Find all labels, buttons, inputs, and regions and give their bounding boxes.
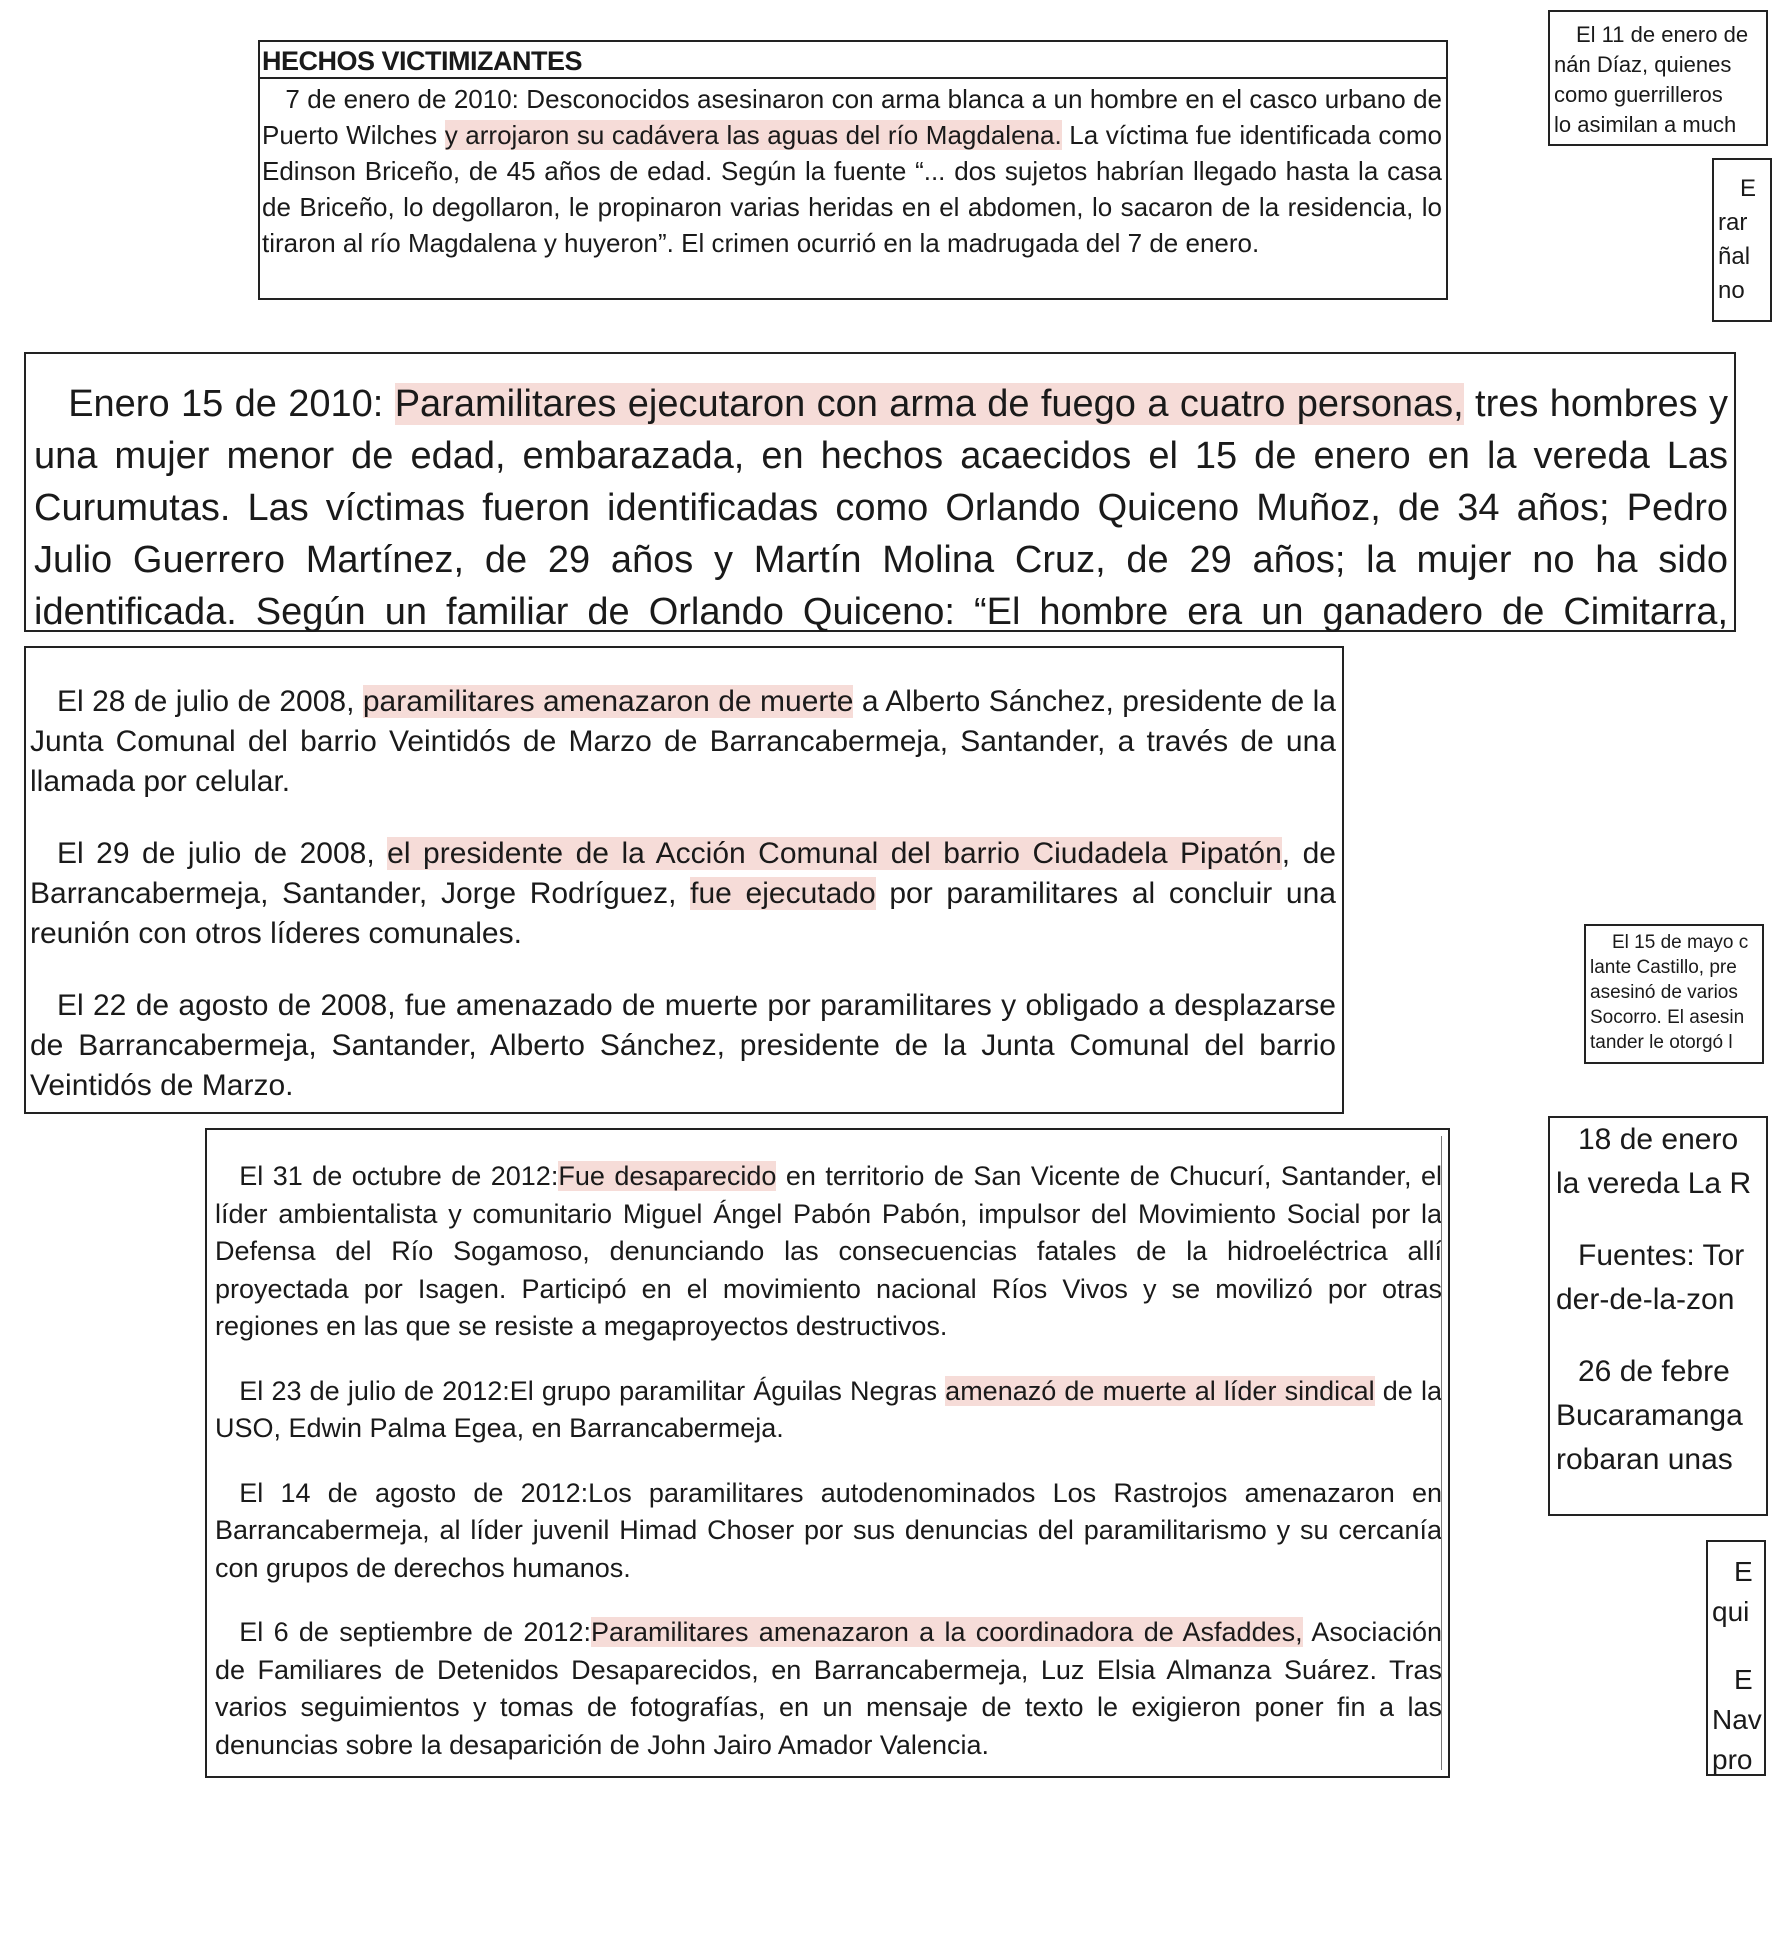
paragraph: 7 de enero de 2010: Desconocidos asesinaron con arma blanca a un hombre en el casco urbano de Puerto Wilches y arrojaron su cadávera las aguas del río Magdalena. La víctima fue identificada como Edinson Briceño, de 45 años de edad. Según la fuente “... dos sujetos habrían llegado hasta la casa de Briceño, lo degollaron, le propinaron varias heridas en el abdomen, lo sacaron de la residencia, lo tiraron al río Magdalena y huyeron”. El crimen ocurrió en la madrugada del 7 de enero.	[262, 84, 1442, 258]
section-title: HECHOS VICTIMIZANTES	[260, 42, 1446, 79]
hechos-text	[260, 79, 1446, 261]
highlight: amenazó de muerte al líder sindical	[945, 1375, 1375, 1406]
paragraph: El 29 de julio de 2008, el presidente de la Acción Comunal del barrio Ciudadela Pipatón, de Barrancabermeja, Santander, Jorge Rodríguez, fue ejecutado por paramilitares al concluir una reunión con otros líderes comunales.	[30, 837, 1336, 950]
side-clip-1: El 11 de enero de nán Díaz, quienes como guerrilleros lo asimilan a much	[1548, 10, 1768, 146]
side-clip-2: E rar ñal no	[1712, 158, 1772, 322]
highlight: Paramilitares ejecutaron con arma de fuego a cuatro personas,	[394, 383, 1464, 425]
paragraph: El 6 de septiembre de 2012:Paramilitares amenazaron a la coordinadora de Asfaddes, Asociación de Familiares de Detenidos Desaparecidos, en Barrancabermeja, Luz Elsia Almanza Suárez. Tras varios seguimientos y tomas de fotografías, en un mensaje de texto le exigieron poner fin a las denuncias sobre la desaparición de John Jairo Amador Valencia.	[215, 1617, 1442, 1760]
highlight: paramilitares amenazaron de muerte	[362, 685, 854, 718]
paragraph: El 14 de agosto de 2012:Los paramilitares autodenominados Los Rastrojos amenazaron en Barrancabermeja, al líder juvenil Himad Choser por sus denuncias del paramilitarismo y su cercanía con grupos de derechos humanos.	[215, 1477, 1442, 1583]
paragraph: Enero 15 de 2010: Paramilitares ejecutaron con arma de fuego a cuatro personas, tres hombres y una mujer menor de edad, embarazada, en hechos acaecidos el 15 de enero en la vereda Las Curumutas. Las víctimas fueron identificadas como Orlando Quiceno Muñoz, de 34 años; Pedro Julio Guerrero Martínez, de 29 años y Martín Molina Cruz, de 29 años; la mujer no ha sido identificada. Según un familiar de Orlando Quiceno: “El hombre era un ganadero de Cimitarra,	[34, 383, 1728, 633]
octubre-2012-box	[205, 1128, 1450, 1778]
highlight: Paramilitares amenazaron a la coordinadora de Asfaddes,	[590, 1617, 1303, 1647]
paragraph: El 22 de agosto de 2008, fue amenazado de muerte por paramilitares y obligado a desplazarse de Barrancabermeja, Santander, Alberto Sánchez, presidente de la Junta Comunal del barrio Veintidós de Marzo.	[30, 989, 1336, 1102]
highlight: fue ejecutado	[690, 877, 876, 910]
julio-2008-box	[24, 646, 1344, 1114]
side-clip-5: E qui E Nav pro	[1706, 1540, 1766, 1776]
highlight: el presidente de la Acción Comunal del barrio Ciudadela Pipatón	[387, 837, 1282, 870]
paragraph: El 28 de julio de 2008, paramilitares amenazaron de muerte a Alberto Sánchez, presidente de la Junta Comunal del barrio Veintidós de Marzo de Barrancabermeja, Santander, a través de una llamada por celular.	[30, 685, 1336, 798]
highlight: y arrojaron su cadávera las aguas del río Magdalena.	[444, 120, 1062, 150]
divider	[1441, 1136, 1442, 1770]
enero-15-box	[24, 352, 1736, 632]
side-clip-4: 18 de enero la vereda La R Fuentes: Tor der-de-la-zon 26 de febre Bucaramanga robaran unas	[1548, 1116, 1768, 1516]
side-clip-3: El 15 de mayo c lante Castillo, pre asesinó de varios Socorro. El asesin tander le otorgó l	[1584, 924, 1764, 1064]
highlight: Fue desaparecido	[558, 1161, 777, 1191]
paragraph: El 23 de julio de 2012:El grupo paramilitar Águilas Negras amenazó de muerte al líder sindical de la USO, Edwin Palma Egea, en Barrancabermeja.	[215, 1375, 1442, 1443]
paragraph: El 31 de octubre de 2012:Fue desaparecido en territorio de San Vicente de Chucurí, Santander, el líder ambientalista y comunitario Miguel Ángel Pabón Pabón, impulsor del Movimiento Social por la Defensa del Río Sogamoso, denunciando las consecuencias fatales de la hidroeléctrica allí proyectada por Isagen. Participó en el movimiento nacional Ríos Vivos y se movilizó por otras regiones en las que se resiste a megaproyectos destructivos.	[215, 1161, 1442, 1341]
hechos-victimizantes-box	[258, 40, 1448, 300]
